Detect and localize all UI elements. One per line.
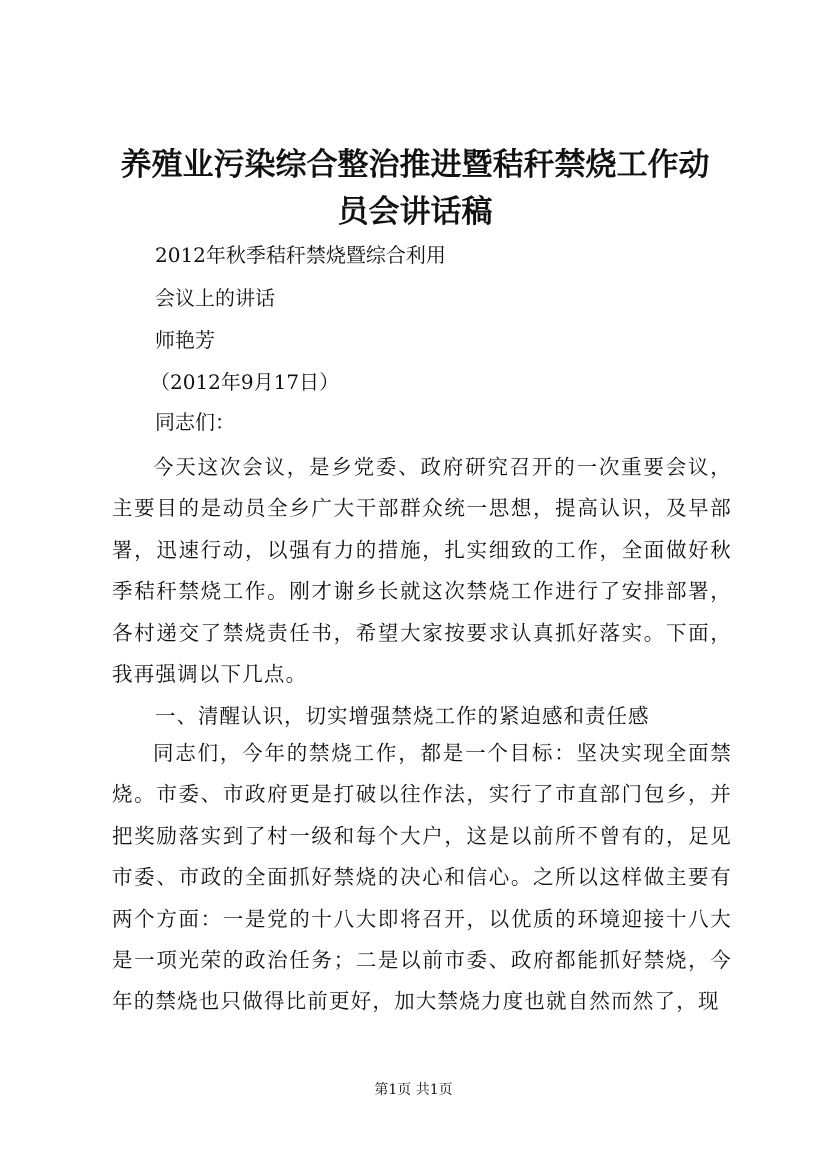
author-name: 师艳芳: [155, 328, 215, 352]
speech-date: （2012年9月17日）: [150, 370, 340, 394]
section-heading-1: 一、清醒认识，切实增强禁烧工作的紧迫感和责任感: [155, 704, 650, 728]
document-title: 养殖业污染综合整治推进暨秸秆禁烧工作动员会讲话稿: [120, 147, 710, 230]
body-paragraph-1: 今天这次会议，是乡党委、政府研究召开的一次重要会议，主要目的是动员全乡广大干部群众统一思想，提高认识，及早部署，迅速行动，以强有力的措施，扎实细致的工作，全面做好秋季秸秆禁烧工作。刚才谢乡长就这次禁烧工作进行了安排部署，各村递交了禁烧责任书，希望大家按要求认真抓好落实。下面，我再强调以下几点。: [112, 455, 732, 687]
subtitle-line-1: 2012年秋季秸秆禁烧暨综合利用: [155, 243, 446, 267]
salutation: 同志们：: [155, 410, 235, 434]
body-paragraph-2: 同志们，今年的禁烧工作，都是一个目标：坚决实现全面禁烧。市委、市政府更是打破以往作法，实行了市直部门包乡，并把奖励落实到了村一级和每个大户，这是以前所不曾有的，足见市委、市政的全面抓好禁烧的决心和信心。之所以这样做主要有两个方面：一是党的十八大即将召开，以优质的环境迎接十八大是一项光荣的政治任务；二是以前市委、政府都能抓好禁烧，今年的禁烧也只做得比前更好，加大禁烧力度也就自然而然了，现: [112, 741, 732, 1014]
page-footer: 第1页 共1页: [374, 1082, 453, 1098]
subtitle-line-2: 会议上的讲话: [155, 286, 275, 310]
